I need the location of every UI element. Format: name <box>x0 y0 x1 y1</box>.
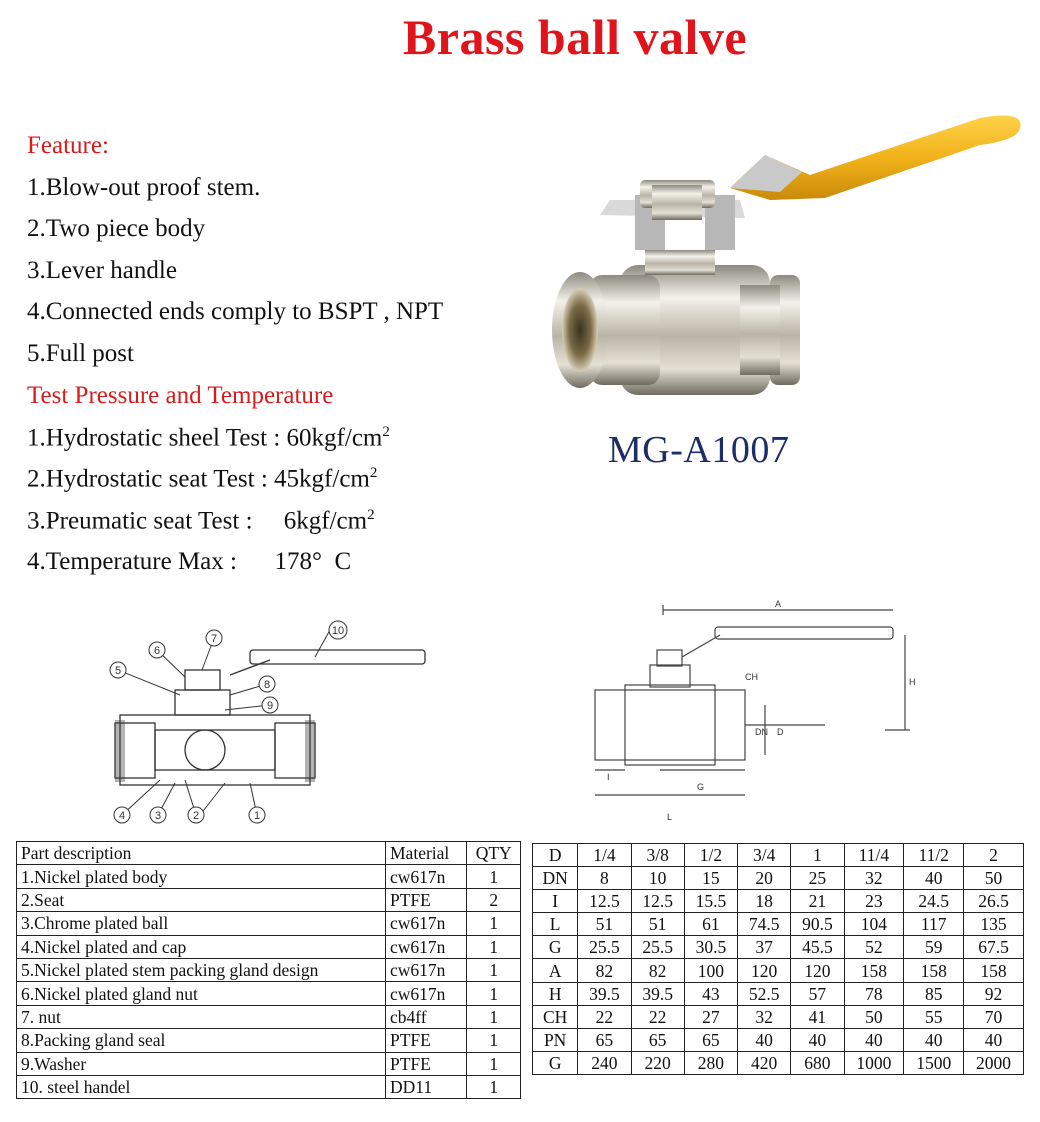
table-cell: 1 <box>467 1005 521 1028</box>
table-cell: 26.5 <box>964 890 1024 913</box>
dim-label-h: H <box>909 677 916 687</box>
table-cell: 39.5 <box>578 982 631 1005</box>
callout-6: 6 <box>153 645 161 657</box>
table-row <box>533 1005 1024 1028</box>
table-cell: 59 <box>904 936 964 959</box>
dim-label-i: I <box>607 772 610 782</box>
table-cell: 92 <box>964 982 1024 1005</box>
table-cell: 22 <box>631 1005 684 1028</box>
dim-label-g: G <box>697 782 705 792</box>
table-cell: 2000 <box>964 1051 1024 1074</box>
table-cell: 11/4 <box>844 844 904 867</box>
table-cell: 2 <box>467 888 521 911</box>
table-cell: 1 <box>791 844 844 867</box>
callout-1: 1 <box>253 810 261 822</box>
table-cell: 10 <box>631 867 684 890</box>
table-cell: PN <box>533 1028 578 1051</box>
table-cell: 40 <box>738 1028 791 1051</box>
dim-label-d: D <box>777 727 784 737</box>
table-cell: 1.Nickel plated body <box>17 865 386 888</box>
dim-label-ch: CH <box>745 672 758 682</box>
table-cell: DN <box>533 867 578 890</box>
table-cell: cw617n <box>386 982 467 1005</box>
table-cell: 1 <box>467 912 521 935</box>
table-cell: G <box>533 1051 578 1074</box>
table-cell: 1 <box>467 1052 521 1075</box>
table-cell: D <box>533 844 578 867</box>
table-row <box>17 1029 521 1052</box>
table-cell: 1/2 <box>684 844 737 867</box>
table-cell: 78 <box>844 982 904 1005</box>
table-cell: 39.5 <box>631 982 684 1005</box>
table-cell: 12.5 <box>578 890 631 913</box>
table-row <box>17 982 521 1005</box>
table-cell: 61 <box>684 913 737 936</box>
table-row <box>533 867 1024 890</box>
table-row <box>533 890 1024 913</box>
table-row <box>533 959 1024 982</box>
table-row <box>533 1051 1024 1074</box>
table-cell: 1 <box>467 1029 521 1052</box>
callout-7: 7 <box>210 633 218 645</box>
table-cell: 1 <box>467 1075 521 1098</box>
table-row <box>17 912 521 935</box>
table-cell: 52.5 <box>738 982 791 1005</box>
table-cell: I <box>533 890 578 913</box>
dim-label-a: A <box>775 599 782 609</box>
table-cell: 25.5 <box>631 936 684 959</box>
table-cell: 37 <box>738 936 791 959</box>
table-cell: 65 <box>684 1028 737 1051</box>
model-number: MG-A1007 <box>608 429 790 471</box>
table-cell: cb4ff <box>386 1005 467 1028</box>
feature-item: 2.Two piece body <box>27 215 206 242</box>
table-cell: 70 <box>964 1005 1024 1028</box>
table-cell: 24.5 <box>904 890 964 913</box>
table-row <box>17 1005 521 1028</box>
table-cell: cw617n <box>386 935 467 958</box>
table-cell: CH <box>533 1005 578 1028</box>
table-cell: 51 <box>578 913 631 936</box>
table-cell: 3/8 <box>631 844 684 867</box>
table-cell: 1/4 <box>578 844 631 867</box>
table-cell: 8 <box>578 867 631 890</box>
table-cell: 82 <box>631 959 684 982</box>
table-row <box>17 1075 521 1098</box>
table-cell: 23 <box>844 890 904 913</box>
table-cell: G <box>533 936 578 959</box>
table-cell: PTFE <box>386 1052 467 1075</box>
table-cell: 158 <box>964 959 1024 982</box>
table-row <box>533 913 1024 936</box>
callout-5: 5 <box>114 665 122 677</box>
table-cell: 40 <box>964 1028 1024 1051</box>
table-cell: 57 <box>791 982 844 1005</box>
table-cell: 280 <box>684 1051 737 1074</box>
feature-item: 4.Connected ends comply to BSPT , NPT <box>27 298 444 325</box>
table-cell: 40 <box>904 867 964 890</box>
table-cell: 52 <box>844 936 904 959</box>
table-cell: 82 <box>578 959 631 982</box>
table-header-cell: Material <box>386 842 467 865</box>
table-cell: PTFE <box>386 1029 467 1052</box>
table-row <box>17 958 521 981</box>
table-cell: 9.Washer <box>17 1052 386 1075</box>
table-cell: 30.5 <box>684 936 737 959</box>
table-cell: 45.5 <box>791 936 844 959</box>
dimensions-table <box>532 843 1024 1075</box>
table-cell: 420 <box>738 1051 791 1074</box>
table-header-row <box>17 842 521 865</box>
section-diagram <box>100 615 445 830</box>
table-row <box>17 1052 521 1075</box>
table-cell: cw617n <box>386 865 467 888</box>
table-cell: 4.Nickel plated and cap <box>17 935 386 958</box>
table-cell: 6.Nickel plated gland nut <box>17 982 386 1005</box>
table-cell: 240 <box>578 1051 631 1074</box>
table-cell: H <box>533 982 578 1005</box>
table-cell: 8.Packing gland seal <box>17 1029 386 1052</box>
table-header-cell: Part description <box>17 842 386 865</box>
table-row <box>533 936 1024 959</box>
dim-label-dn: DN <box>755 727 768 737</box>
table-cell: 55 <box>904 1005 964 1028</box>
test-heading: Test Pressure and Temperature <box>27 382 334 409</box>
feature-heading: Feature: <box>27 132 109 159</box>
table-cell: 32 <box>738 1005 791 1028</box>
table-cell: 1000 <box>844 1051 904 1074</box>
table-cell: 3.Chrome plated ball <box>17 912 386 935</box>
table-cell: 32 <box>844 867 904 890</box>
table-cell: 220 <box>631 1051 684 1074</box>
table-cell: L <box>533 913 578 936</box>
table-cell: 680 <box>791 1051 844 1074</box>
table-cell: 7. nut <box>17 1005 386 1028</box>
table-cell: 51 <box>631 913 684 936</box>
table-cell: 85 <box>904 982 964 1005</box>
table-cell: 22 <box>578 1005 631 1028</box>
table-cell: 40 <box>791 1028 844 1051</box>
table-cell: cw617n <box>386 912 467 935</box>
table-row <box>533 982 1024 1005</box>
feature-item: 3.Lever handle <box>27 257 177 284</box>
table-cell: DD11 <box>386 1075 467 1098</box>
table-cell: A <box>533 959 578 982</box>
dim-label-l: L <box>667 812 673 822</box>
table-cell: 67.5 <box>964 936 1024 959</box>
parts-table <box>16 841 521 1099</box>
table-cell: 1 <box>467 958 521 981</box>
test-item: 2.Hydrostatic seat Test : $45kgf/cm^2$ <box>27 465 378 493</box>
table-cell: 20 <box>738 867 791 890</box>
test-item: 1.Hydrostatic sheel Test : $60kgf/cm^2$ <box>27 424 390 452</box>
table-cell: 90.5 <box>791 913 844 936</box>
table-cell: 2 <box>964 844 1024 867</box>
valve-photo <box>540 100 1030 410</box>
table-cell: 117 <box>904 913 964 936</box>
table-cell: 74.5 <box>738 913 791 936</box>
table-cell: 2.Seat <box>17 888 386 911</box>
table-cell: 1 <box>467 935 521 958</box>
callout-2: 2 <box>192 810 200 822</box>
table-row <box>17 888 521 911</box>
callout-3: 3 <box>154 810 162 822</box>
table-cell: 40 <box>904 1028 964 1051</box>
table-cell: 27 <box>684 1005 737 1028</box>
table-cell: 120 <box>738 959 791 982</box>
table-row <box>533 844 1024 867</box>
table-cell: 65 <box>631 1028 684 1051</box>
callout-9: 9 <box>266 700 274 712</box>
table-cell: 65 <box>578 1028 631 1051</box>
test-item: 3.Preumatic seat Test : $6kgf/cm^2$ <box>27 507 375 535</box>
table-cell: 25 <box>791 867 844 890</box>
table-cell: 158 <box>904 959 964 982</box>
table-row <box>533 1028 1024 1051</box>
table-cell: 21 <box>791 890 844 913</box>
table-cell: 50 <box>844 1005 904 1028</box>
table-cell: 40 <box>844 1028 904 1051</box>
table-cell: 41 <box>791 1005 844 1028</box>
table-cell: PTFE <box>386 888 467 911</box>
feature-item: 5.Full post <box>27 340 134 367</box>
table-cell: 43 <box>684 982 737 1005</box>
table-cell: 12.5 <box>631 890 684 913</box>
test-item: 4.Temperature Max : 178° C <box>27 548 352 575</box>
table-cell: 1 <box>467 982 521 1005</box>
table-cell: 50 <box>964 867 1024 890</box>
table-cell: 15.5 <box>684 890 737 913</box>
table-cell: 158 <box>844 959 904 982</box>
table-cell: 15 <box>684 867 737 890</box>
feature-item: 1.Blow-out proof stem. <box>27 174 261 201</box>
table-cell: 135 <box>964 913 1024 936</box>
table-cell: 3/4 <box>738 844 791 867</box>
table-cell: 18 <box>738 890 791 913</box>
table-cell: 10. steel handel <box>17 1075 386 1098</box>
page-title: Brass ball valve <box>402 9 748 65</box>
table-cell: 1500 <box>904 1051 964 1074</box>
callout-10: 10 <box>331 625 345 637</box>
table-row <box>17 935 521 958</box>
table-row <box>17 865 521 888</box>
callout-8: 8 <box>263 679 271 691</box>
table-cell: 100 <box>684 959 737 982</box>
table-cell: 104 <box>844 913 904 936</box>
table-cell: 1 <box>467 865 521 888</box>
table-cell: 120 <box>791 959 844 982</box>
table-cell: 25.5 <box>578 936 631 959</box>
table-cell: 11/2 <box>904 844 964 867</box>
callout-4: 4 <box>118 810 126 822</box>
table-cell: cw617n <box>386 958 467 981</box>
dimension-diagram <box>585 595 920 830</box>
table-cell: 5.Nickel plated stem packing gland design <box>17 958 386 981</box>
table-header-cell: QTY <box>467 842 521 865</box>
